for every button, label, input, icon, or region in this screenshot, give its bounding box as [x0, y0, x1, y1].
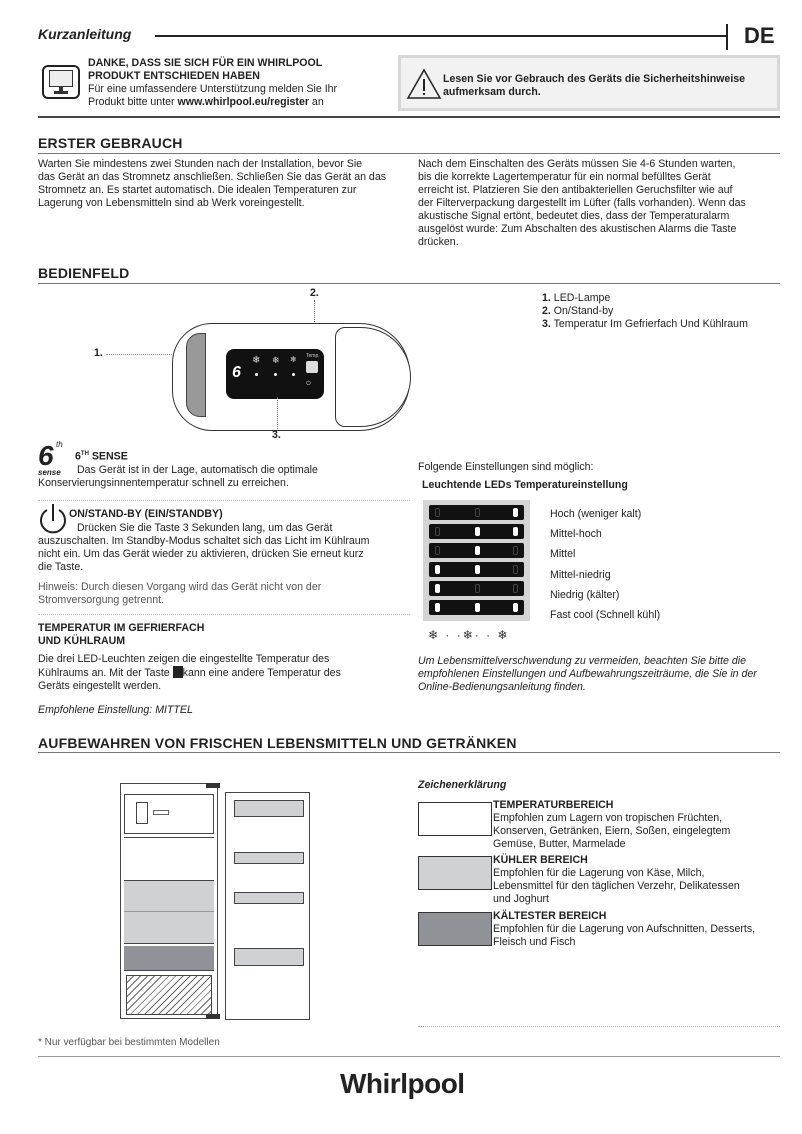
dotted-divider: [418, 1026, 780, 1027]
erster-gebrauch-left: Warten Sie mindestens zwei Stunden nach der Installation, bevor Sie das Gerät an das Stromnetz anschließen. Schließen Sie das Gerät an das Stromnetz an. Es startet automatisch. Die idealen Temperaturen zur Lagerung von Lebensmitteln sind ab Werk voreingestellt.: [38, 158, 387, 209]
erster-gebrauch-right: Nach dem Einschalten des Geräts müssen Sie 4-6 Stunden warten, bis die korrekte Lagertemperatur für ein normal befülltes Gerät erreicht ist. Platzieren Sie den antibakteriellen Geruchsfilter wie auf der Filterverpackung dargestellt im Lüfter (falls vorhanden). Wenn das akustische Signal ertönt, bedeutet dies, dass der Temperaturalarm ausgelöst wurde: Zum Abschalten des akustischen Alarms die Taste drücken.: [418, 158, 746, 248]
register-link[interactable]: www.whirlpool.eu/register: [177, 96, 309, 108]
zone-swatch-coldest: [418, 912, 492, 946]
standby-text-1: Drücken Sie die Taste 3 Sekunden lang, um das Gerät: [77, 522, 333, 534]
header-divider: [726, 24, 728, 50]
led-row-mittel-hoch: [429, 524, 524, 539]
fridge-illustration: [120, 780, 310, 1020]
section-rule: [38, 153, 780, 154]
callout-1: 1.: [94, 347, 103, 359]
monitor-icon: [42, 65, 80, 99]
settings-intro: Folgende Einstellungen sind möglich:: [418, 461, 594, 473]
zone-swatch-cooler: [418, 856, 492, 890]
thanks-heading-1: DANKE, DASS SIE SICH FÜR EIN WHIRLPOOL: [88, 57, 323, 69]
callout-3: 3.: [272, 429, 281, 441]
led-row-hoch: [429, 505, 524, 520]
dotted-divider: [38, 614, 410, 615]
sixth-sense-text-1: Das Gerät ist in der Lage, automatisch die optimale: [77, 464, 318, 476]
thanks-text-1: Für eine umfassendere Unterstützung melden Sie Ihr: [88, 83, 338, 95]
snowflake-icon: ❄: [290, 355, 297, 364]
settings-header: Leuchtende LEDs Temperatureinstellung: [422, 479, 628, 491]
settings-labels: Hoch (weniger kalt) Mittel-hoch Mittel Mittel-niedrig Niedrig (kälter) Fast cool (Schnell kühl): [550, 508, 661, 622]
snowflake-icon: ❄: [272, 355, 280, 365]
thanks-block: [88, 57, 337, 109]
led-row-mittel-niedrig: [429, 562, 524, 577]
safety-warning-box: [398, 55, 780, 111]
standby-note: Hinweis: Durch diesen Vorgang wird das Gerät nicht von der Stromversorgung getrennt.: [38, 581, 322, 606]
temp-button-icon: [173, 666, 183, 678]
control-panel-illustration: [90, 285, 410, 445]
temperature-text: Die drei LED-Leuchten zeigen die eingestellte Temperatur des Kühlraums an. Mit der Taste kann eine andere Temperatur des Geräts eingestellt werden.: [38, 653, 341, 692]
zone-temperature: TEMPERATURBEREICH Empfohlen zum Lagern von tropischen Früchten, Konserven, Getränken, Eiern, Soßen, eingelegtem Gemüse, Butter, Marmelade: [493, 799, 731, 850]
panel-display: 6 ❄ ❄ ❄ Temp. ⏻: [226, 349, 324, 399]
temp-button: [306, 361, 318, 373]
thanks-text-2: Produkt bitte unter www.whirlpool.eu/register an: [88, 96, 324, 108]
zone-swatch-temperature: [418, 802, 492, 836]
standby-text: auszuschalten. Im Standby-Modus schaltet sich das Licht im Kühlraum nicht ein. Um das Gerät wieder zu aktivieren, drücken Sie erneut kurz die Taste.: [38, 535, 370, 573]
footer-rule: [38, 1056, 780, 1057]
standby-title: ON/STAND-BY (EIN/STANDBY): [69, 508, 223, 520]
power-icon: [37, 503, 69, 535]
legend-title: Zeichenerklärung: [418, 779, 507, 791]
header-rule: [155, 35, 727, 37]
thanks-heading-2: PRODUKT ENTSCHIEDEN HABEN: [88, 70, 260, 82]
led-row-fast-cool: [429, 600, 524, 615]
temperature-title: TEMPERATUR IM GEFRIERFACH UND KÜHLRAUM: [38, 622, 205, 647]
sixth-sense-text-2: Konservierungsinnentemperatur schnell zu erreichen.: [38, 477, 289, 489]
zone-cooler: KÜHLER BEREICH Empfohlen für die Lagerung von Käse, Milch, Lebensmittel für den täglichen Verzehr, Delikatessen und Joghurt: [493, 854, 740, 905]
section-rule: [38, 752, 780, 753]
dotted-divider: [38, 500, 410, 501]
section-heading-erster-gebrauch: ERSTER GEBRAUCH: [38, 135, 183, 151]
header-bottom-rule: [38, 116, 780, 118]
snowflake-icon: ❄: [252, 355, 261, 366]
sixth-sense-icon: 6 th sense: [38, 440, 63, 477]
whirlpool-logo: Whirlpool: [340, 1068, 465, 1099]
document-title: Kurzanleitung: [38, 26, 132, 42]
callout-2: 2.: [310, 287, 319, 299]
power-icon: ⏻: [306, 381, 311, 387]
warning-text-2: aufmerksam durch.: [443, 86, 541, 98]
led-row-niedrig: [429, 581, 524, 596]
section-heading-bedienfeld: BEDIENFELD: [38, 265, 130, 281]
warning-triangle-icon: [406, 68, 442, 100]
language-code: DE: [744, 23, 775, 48]
zone-coldest: KÄLTESTER BEREICH Empfohlen für die Lagerung von Aufschnitten, Desserts, Fleisch und Fisch: [493, 910, 756, 948]
led-settings-panel: [423, 500, 530, 621]
warning-text-1: Lesen Sie vor Gebrauch des Geräts die Sicherheitshinweise: [443, 73, 746, 85]
settings-note: Um Lebensmittelverschwendung zu vermeiden, beachten Sie bitte die empfohlenen Einstellungen und Aufbewahrungszeiträume, die Sie in der Online-Bedienungsanleitung finden.: [418, 655, 757, 693]
bedienfeld-legend: 1. LED-Lampe 2. On/Stand-by 3. Temperatur Im Gefrierfach Und Kühlraum: [542, 292, 748, 330]
led-row-mittel: [429, 543, 524, 558]
section-rule: [38, 283, 780, 284]
section-heading-storage: AUFBEWAHREN VON FRISCHEN LEBENSMITTELN UND GETRÄNKEN: [38, 735, 517, 751]
sixth-sense-title: 6TH SENSE: [75, 450, 128, 463]
snowflake-icons: ❄ · ·❄· · ❄: [428, 628, 510, 642]
recommended-setting: Empfohlene Einstellung: MITTEL: [38, 704, 193, 716]
footnote: * Nur verfügbar bei bestimmten Modellen: [38, 1037, 220, 1048]
